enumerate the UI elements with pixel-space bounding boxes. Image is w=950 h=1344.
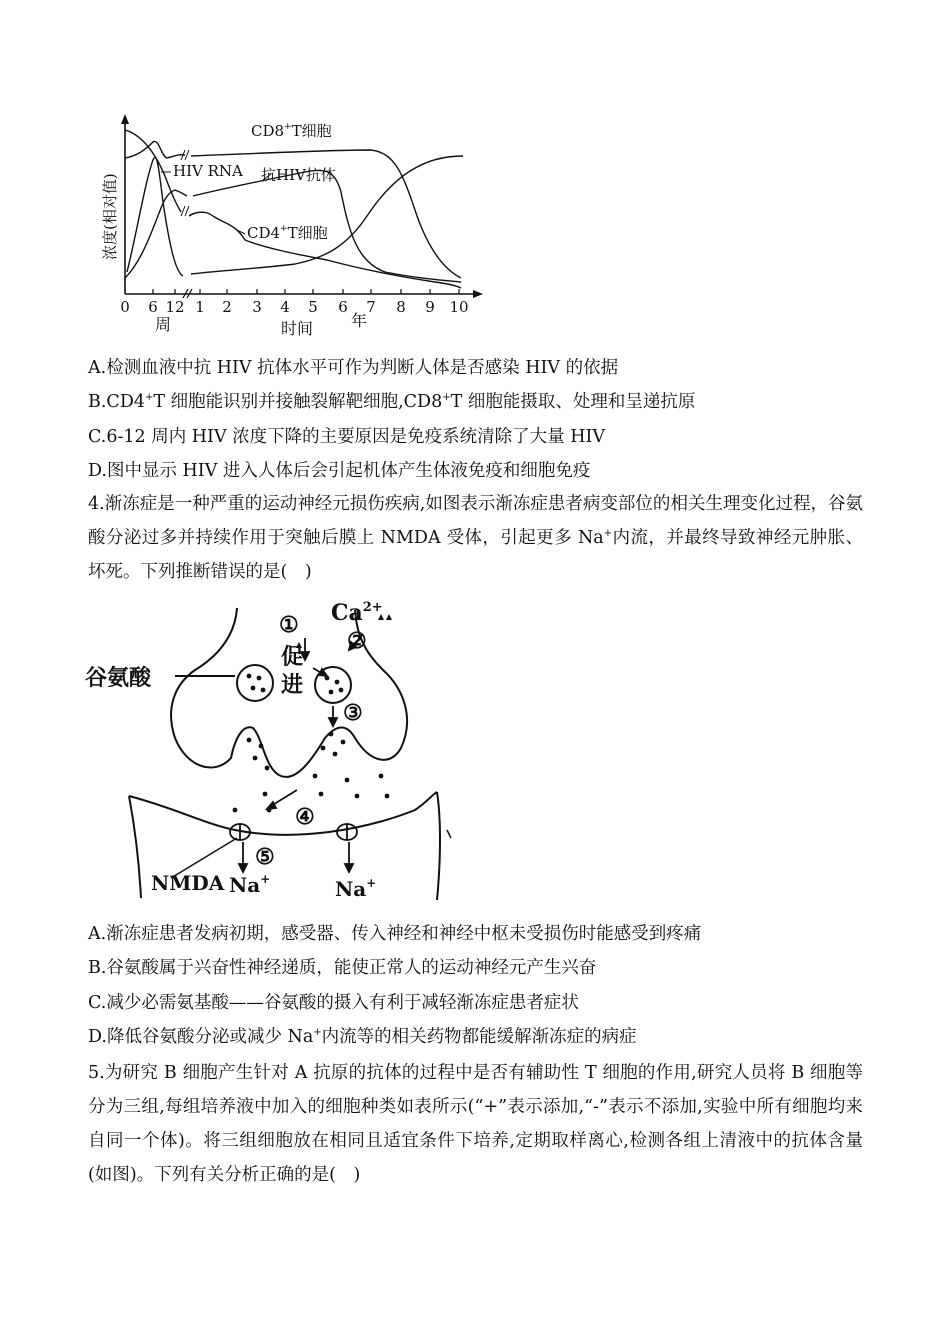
nmda-receptor (337, 824, 357, 840)
x-tick-label: 6 (338, 298, 348, 316)
x-tick-label: 0 (120, 298, 130, 316)
y-axis-label: 浓度(相对值) (101, 173, 119, 260)
q4-option-d: D.降低谷氨酸分泌或减少 Na+内流等的相关药物都能缓解渐冻症的病症 (88, 1027, 637, 1047)
hiv-concentration-graph (95, 112, 495, 340)
synapse-diagram (85, 598, 465, 906)
postsynaptic-edge (447, 830, 451, 838)
step-2-label: ② (347, 628, 367, 654)
step-3-label: ③ (343, 700, 363, 726)
x-tick-label: 10 (449, 298, 469, 316)
x-axis-arrow (473, 290, 483, 298)
cd8-label: CD8+T细胞 (251, 122, 332, 140)
q3-option-a: A.检测血液中抗 HIV 抗体水平可作为判断人体是否感染 HIV 的依据 (88, 358, 619, 378)
cd4-curve-break (181, 206, 189, 216)
q5-stem: 5.为研究 B 细胞产生针对 A 抗原的抗体的过程中是否有辅助性 T 细胞的作用,研究人员将 B 细胞等分为三组,每组培养液中加入的细胞种类如表所示(“+”表示添加,“-”表示不添加,实验中所有细胞均来自同一个体)。将三组细胞放在相同且适宜条件下培养,定期取样离心,检测各组上清液中的抗体含量(如图)。下列有关分析正确的是( ) (88, 1063, 863, 1185)
x-tick-label: 2 (222, 298, 232, 316)
x-tick-label: 4 (280, 298, 290, 316)
synaptic-vesicle (237, 665, 273, 701)
x-tick-label: 12 (165, 298, 185, 316)
x-axis-label: 时间 (281, 319, 314, 338)
calcium-label: $Ca^{2+}$ (331, 600, 383, 626)
x-tick-label: 7 (366, 298, 376, 316)
sodium-label-left: Na+ (229, 872, 271, 897)
q4-option-b: B.谷氨酸属于兴奋性神经递质，能使正常人的运动神经元产生兴奋 (88, 958, 597, 978)
x-tick-label: 8 (396, 298, 406, 316)
x-tick-label: 6 (148, 298, 158, 316)
unit-year: 年 (351, 311, 368, 330)
q3-option-b: B.CD4+T 细胞能识别并接触裂解靶细胞,CD8+T 细胞能摄取、处理和呈递抗原 (88, 392, 696, 412)
q4-stem: 4.渐冻症是一种严重的运动神经元损伤疾病,如图表示渐冻症患者病变部位的相关生理变化过程，谷氨酸分泌过多并持续作用于突触后膜上 NMDA 受体，引起更多 Na+内流，并最终导致神经元肿胀、坏死。下列推断错误的是( ) (88, 494, 863, 582)
promote-label-1: 促 (281, 644, 304, 670)
x-tick-label: 3 (252, 298, 262, 316)
x-tick-label: 1 (195, 298, 205, 316)
q3-option-c: C.6-12 周内 HIV 浓度下降的主要原因是免疫系统清除了大量 HIV (88, 427, 606, 447)
cd4-label: CD4+T细胞 (247, 224, 328, 242)
x-tick-label: 5 (308, 298, 318, 316)
sodium-label-right: Na+ (335, 876, 377, 901)
x-tick-label: 9 (425, 298, 435, 316)
unit-week: 周 (155, 315, 172, 334)
step-1-label: ① (279, 612, 299, 638)
step-5-label: ⑤ (255, 844, 275, 870)
nmda-label: NMDA (151, 871, 225, 895)
glutamate-label: 谷氨酸 (85, 665, 152, 691)
q4-option-c: C.减少必需氨基酸——谷氨酸的摄入有利于减轻渐冻症患者症状 (88, 993, 579, 1013)
q3-option-d: D.图中显示 HIV 进入人体后会引起机体产生体液免疫和细胞免疫 (88, 461, 591, 481)
promote-label-2: 进 (281, 672, 304, 698)
y-axis-arrow (121, 114, 129, 124)
hiv-rna-label: HIV RNA (173, 162, 243, 180)
q4-option-a: A.渐冻症患者发病初期，感受器、传入神经和神经中枢未受损伤时能感受到疼痛 (88, 924, 702, 944)
antibody-label: 抗HIV抗体 (261, 166, 336, 184)
step-4-label: ④ (295, 804, 315, 830)
